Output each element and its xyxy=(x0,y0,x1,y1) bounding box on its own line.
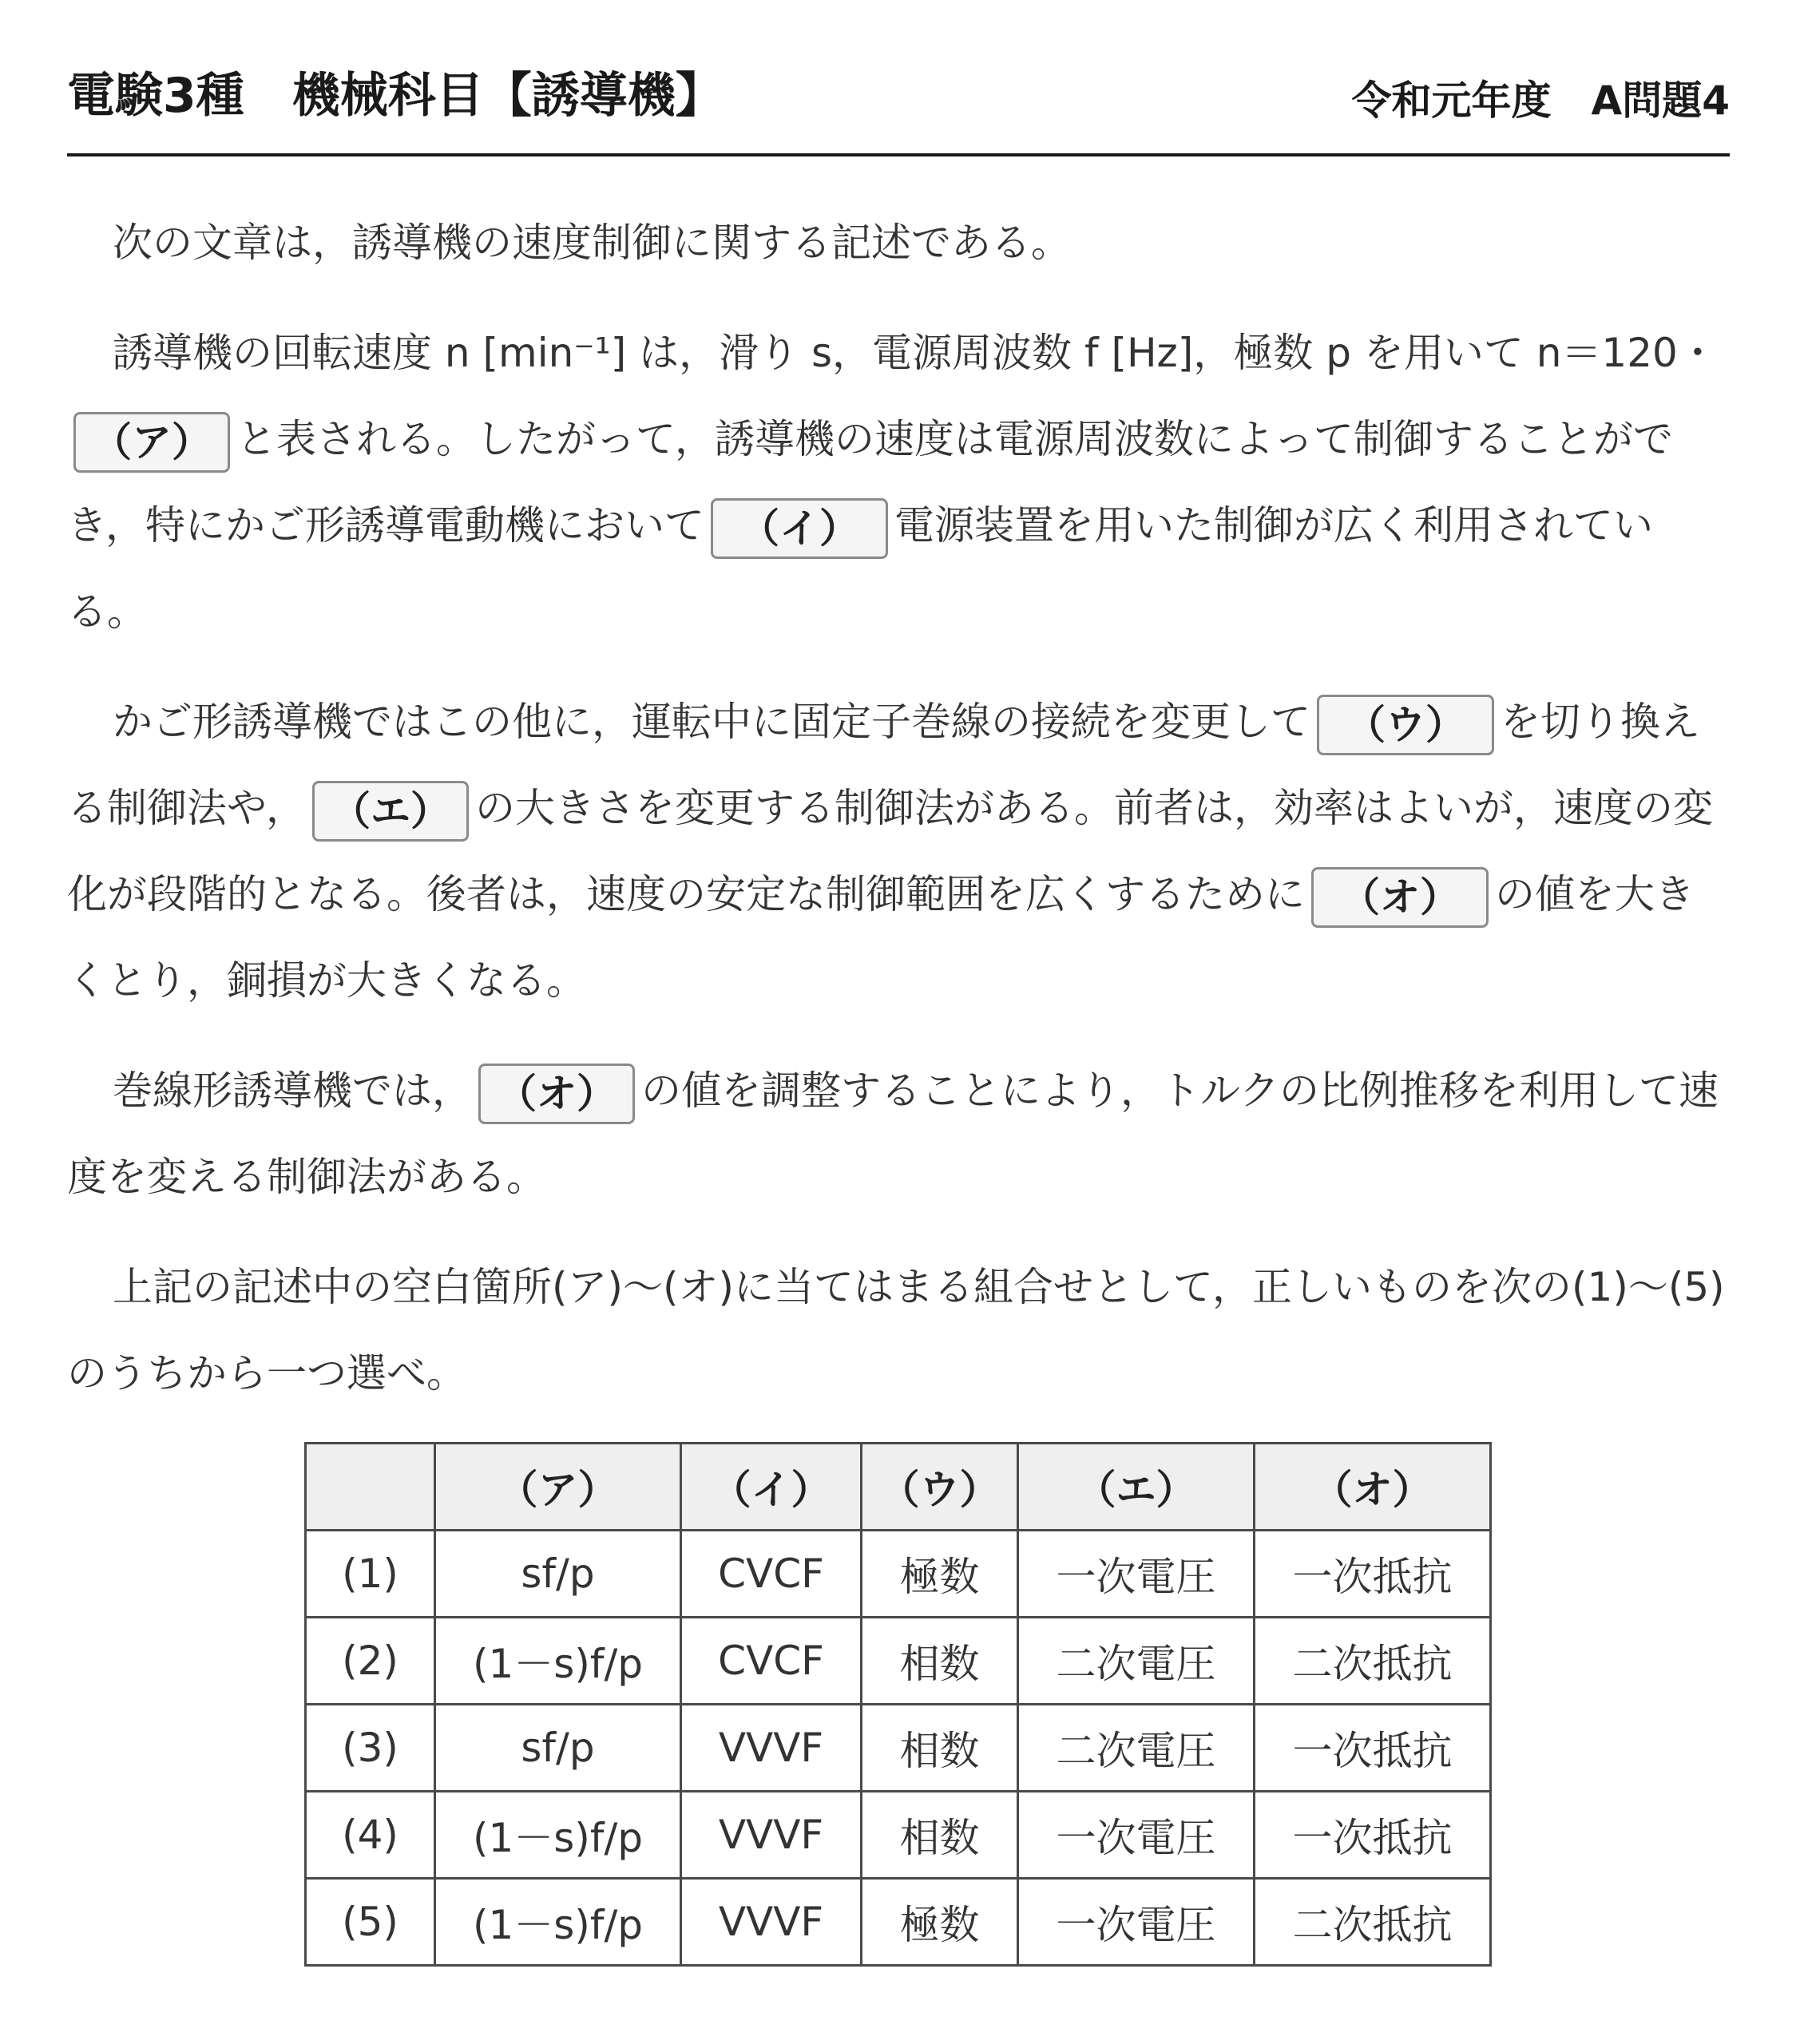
exam-year-label: 令和元年度 A問題4 xyxy=(1351,77,1730,124)
table-cell: 二次電圧 xyxy=(1018,1705,1255,1792)
table-cell: 二次電圧 xyxy=(1018,1618,1255,1705)
column-header: （エ） xyxy=(1018,1444,1255,1531)
column-header: （イ） xyxy=(681,1444,862,1531)
choice-number-cell: (2) xyxy=(306,1618,435,1705)
choice-number-cell: (3) xyxy=(306,1705,435,1792)
paragraph-text: の大きさを変更する制御法がある。前者は，効率はよいが，速度の変化が段階的となる。後者は，速度の安定な制御範囲を広くするために xyxy=(67,785,1713,917)
table-cell: 相数 xyxy=(862,1792,1018,1879)
intro-text: 次の文章は，誘導機の速度制御に関する記述である。 xyxy=(113,220,1071,266)
table-cell: 二次抵抗 xyxy=(1255,1618,1491,1705)
blank-u-box: （ウ） xyxy=(1317,695,1494,755)
paragraph-text: 巻線形誘導機では， xyxy=(113,1068,472,1114)
column-header: （オ） xyxy=(1255,1444,1491,1531)
page-header xyxy=(67,57,1730,156)
column-header: （ウ） xyxy=(862,1444,1018,1531)
table-cell: 極数 xyxy=(862,1879,1018,1966)
choice-number-cell: (5) xyxy=(306,1879,435,1966)
blank-o-box: （オ） xyxy=(478,1064,635,1124)
choice-number-cell: (4) xyxy=(306,1792,435,1879)
table-cell: VVVF xyxy=(681,1879,862,1966)
paragraph-text: の値を調整することにより，トルクの比例推移を利用して速度を変える制御法がある。 xyxy=(67,1068,1719,1200)
table-cell: (1－s)f/p xyxy=(435,1618,681,1705)
table-cell: (1－s)f/p xyxy=(435,1879,681,1966)
wound-rotor-paragraph xyxy=(67,1048,1730,1220)
paragraph-text: 誘導機の回転速度 n [min⁻¹] は，滑り s，電源周波数 f [Hz]，極数 p を用いて n＝120・ xyxy=(113,330,1718,376)
blank-i-box: （イ） xyxy=(711,498,888,559)
table-cell: 相数 xyxy=(862,1705,1018,1792)
table-cell: 一次抵抗 xyxy=(1255,1792,1491,1879)
table-cell: 一次抵抗 xyxy=(1255,1705,1491,1792)
table-cell: CVCF xyxy=(681,1618,862,1705)
table-cell: sf/p xyxy=(435,1705,681,1792)
table-cell: VVVF xyxy=(681,1705,862,1792)
answer-choices-table xyxy=(304,1442,1492,1967)
paragraph-text: 電源装置を用いた制御が広く利用されている。 xyxy=(67,502,1653,635)
table-row xyxy=(306,1618,1491,1705)
table-cell: 一次抵抗 xyxy=(1255,1531,1491,1618)
page-title: 電験3種 機械科目【誘導機】 xyxy=(67,68,724,124)
table-cell: sf/p xyxy=(435,1531,681,1618)
instruction-paragraph xyxy=(67,1244,1730,1416)
table-cell: 相数 xyxy=(862,1618,1018,1705)
blank-a-box: （ア） xyxy=(73,412,230,473)
table-header-row xyxy=(306,1444,1491,1531)
table-row xyxy=(306,1879,1491,1966)
question-body xyxy=(67,200,1730,1440)
table-cell: 極数 xyxy=(862,1531,1018,1618)
table-cell: VVVF xyxy=(681,1792,862,1879)
table-cell: CVCF xyxy=(681,1531,862,1618)
table-cell: 一次電圧 xyxy=(1018,1531,1255,1618)
table-row xyxy=(306,1705,1491,1792)
speed-formula-paragraph xyxy=(67,310,1730,655)
instruction-text: 上記の記述中の空白箇所(ア)〜(オ)に当てはまる組合せとして，正しいものを次の(1)〜(5)のうちから一つ選べ。 xyxy=(67,1264,1725,1396)
table-row xyxy=(306,1531,1491,1618)
table-cell: 二次抵抗 xyxy=(1255,1879,1491,1966)
choice-number-cell: (1) xyxy=(306,1531,435,1618)
intro-paragraph xyxy=(67,200,1730,286)
blank-e-box: （エ） xyxy=(312,781,469,842)
column-header xyxy=(306,1444,435,1531)
column-header: （ア） xyxy=(435,1444,681,1531)
table-row xyxy=(306,1792,1491,1879)
paragraph-text: の値を大きくとり，銅損が大きくなる。 xyxy=(67,871,1695,1004)
paragraph-text: と表される。したがって，誘導機の速度は電源周波数によって制御することができ，特にかご形誘導電動機において xyxy=(67,416,1673,549)
paragraph-text: かご形誘導機ではこの他に，運転中に固定子巻線の接続を変更して xyxy=(113,699,1310,745)
table-cell: 一次電圧 xyxy=(1018,1879,1255,1966)
blank-o-box: （オ） xyxy=(1311,867,1489,928)
paragraph-text: を切り換える制御法や， xyxy=(67,699,1700,831)
table-cell: (1－s)f/p xyxy=(435,1792,681,1879)
table-cell: 一次電圧 xyxy=(1018,1792,1255,1879)
squirrel-cage-paragraph xyxy=(67,679,1730,1024)
